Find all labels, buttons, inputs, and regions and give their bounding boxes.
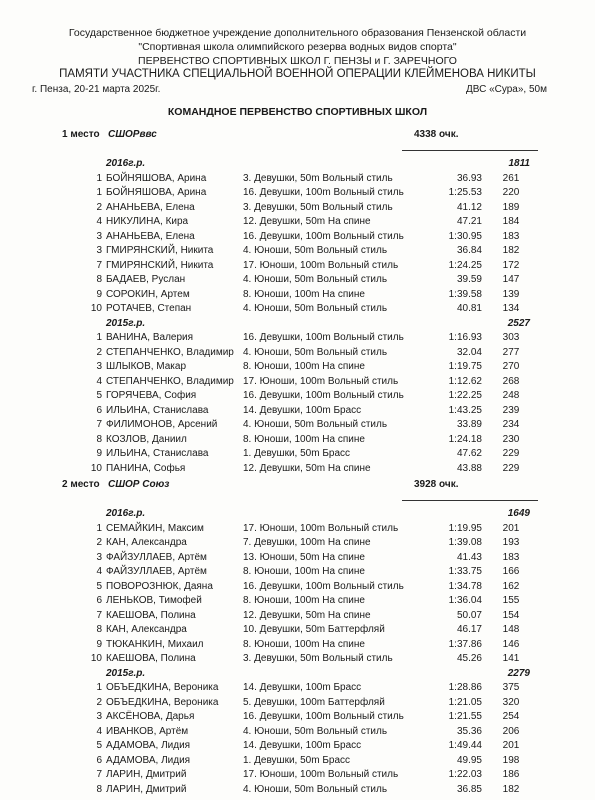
year-points-sum: 2279 bbox=[507, 667, 530, 679]
year-header bbox=[0, 158, 595, 173]
athlete-rank: 8 bbox=[96, 624, 102, 635]
athlete-rank: 1 bbox=[96, 172, 102, 184]
table-row bbox=[0, 537, 595, 552]
result-points: 189 bbox=[502, 201, 520, 213]
result-time: 1:25.53 bbox=[448, 187, 482, 198]
result-points: 270 bbox=[502, 361, 520, 372]
athlete-rank: 2 bbox=[96, 696, 102, 708]
athlete-rank: 6 bbox=[96, 404, 102, 416]
result-points: 183 bbox=[502, 230, 520, 242]
table-row bbox=[0, 376, 595, 391]
athlete-rank: 4 bbox=[96, 566, 102, 577]
athlete-name: СОРОКИН, Артем bbox=[106, 288, 190, 300]
event-name: 5. Девушки, 100m Баттерфляй bbox=[243, 696, 385, 708]
team-name: СШОР Союз bbox=[108, 479, 170, 490]
athlete-name: КАН, Александра bbox=[106, 624, 187, 635]
athlete-rank: 7 bbox=[96, 259, 102, 271]
table-row bbox=[0, 303, 595, 318]
athlete-name: ЛЕНЬКОВ, Тимофей bbox=[106, 595, 202, 606]
event-name: 17. Юноши, 100m Вольный стиль bbox=[243, 769, 399, 780]
result-time: 1:24.25 bbox=[448, 259, 482, 271]
result-time: 1:16.93 bbox=[448, 332, 482, 343]
athlete-rank: 2 bbox=[96, 201, 102, 213]
athlete-rank: 10 bbox=[90, 462, 102, 474]
athlete-rank: 3 bbox=[96, 551, 102, 563]
table-row bbox=[0, 581, 595, 596]
result-points: 162 bbox=[502, 580, 520, 592]
team-total: 3928 очк. bbox=[414, 479, 459, 490]
page-title: КОМАНДНОЕ ПЕРВЕНСТВО СПОРТИВНЫХ ШКОЛ bbox=[167, 106, 428, 118]
athlete-name: КАЕШОВА, Полина bbox=[106, 653, 196, 664]
table-row bbox=[0, 405, 595, 420]
place-date: г. Пенза, 20-21 марта 2025г. bbox=[32, 84, 161, 95]
org-name: Государственное бюджетное учреждение дополнительного образования Пензенской области bbox=[68, 27, 527, 39]
event-name: 8. Юноши, 100m На спине bbox=[243, 638, 365, 650]
table-row bbox=[0, 682, 595, 697]
birth-year: 2016г.р. bbox=[106, 158, 146, 169]
table-row bbox=[0, 726, 595, 741]
result-time: 1:49.44 bbox=[448, 740, 482, 751]
team-place: 1 место bbox=[62, 129, 100, 140]
athlete-name: ГОРЯЧЕВА, София bbox=[106, 390, 197, 401]
table-row bbox=[0, 202, 595, 217]
result-points: 268 bbox=[502, 375, 520, 387]
result-points: 166 bbox=[502, 566, 520, 577]
table-row bbox=[0, 245, 595, 260]
event-name: 8. Юноши, 100m На спине bbox=[243, 361, 365, 372]
year-points-sum: 1649 bbox=[507, 508, 530, 519]
event-name: 7. Девушки, 100m На спине bbox=[243, 537, 371, 548]
event-name: 16. Девушки, 100m Вольный стиль bbox=[243, 390, 404, 401]
result-points: 147 bbox=[502, 274, 520, 285]
result-time: 1:43.25 bbox=[448, 404, 482, 416]
result-points: 229 bbox=[502, 462, 520, 474]
athlete-rank: 7 bbox=[96, 769, 102, 780]
result-time: 1:19.75 bbox=[448, 361, 482, 372]
table-row bbox=[0, 463, 595, 478]
result-time: 1:33.75 bbox=[448, 566, 482, 577]
athlete-name: ПАНИНА, Софья bbox=[106, 462, 186, 474]
athlete-rank: 4 bbox=[96, 725, 102, 737]
result-points: 182 bbox=[502, 245, 520, 256]
result-points: 198 bbox=[502, 754, 520, 766]
separator bbox=[0, 494, 595, 509]
result-time: 46.17 bbox=[456, 624, 482, 635]
athlete-rank: 3 bbox=[96, 245, 102, 256]
athlete-name: АКСЁНОВА, Дарья bbox=[106, 711, 195, 722]
athlete-name: ГМИРЯНСКИЙ, Никита bbox=[106, 245, 214, 256]
result-time: 1:37.86 bbox=[448, 638, 482, 650]
athlete-name: ГМИРЯНСКИЙ, Никита bbox=[106, 259, 214, 271]
result-time: 45.26 bbox=[456, 653, 482, 664]
birth-year: 2016г.р. bbox=[106, 508, 146, 519]
athlete-name: ЛАРИН, Дмитрий bbox=[106, 783, 187, 795]
table-row bbox=[0, 347, 595, 362]
table-row bbox=[0, 697, 595, 712]
event-name: 4. Юноши, 50m Вольный стиль bbox=[243, 245, 388, 256]
athlete-rank: 9 bbox=[96, 448, 102, 459]
result-points: 182 bbox=[502, 783, 520, 795]
result-time: 32.04 bbox=[456, 346, 482, 358]
result-points: 303 bbox=[502, 332, 520, 343]
event-name: 16. Девушки, 100m Вольный стиль bbox=[243, 332, 404, 343]
separator bbox=[0, 144, 595, 159]
event-name: 4. Юноши, 50m Вольный стиль bbox=[243, 274, 388, 285]
table-row bbox=[0, 595, 595, 610]
athlete-name: БОЙНЯШОВА, Арина bbox=[106, 187, 207, 198]
athlete-rank: 5 bbox=[96, 390, 102, 401]
result-time: 43.88 bbox=[456, 462, 482, 474]
result-points: 234 bbox=[502, 419, 520, 430]
athlete-rank: 9 bbox=[96, 288, 102, 300]
athlete-name: ОБЪЕДКИНА, Вероника bbox=[106, 682, 219, 693]
result-time: 35.36 bbox=[456, 725, 482, 737]
event-name: 16. Девушки, 100m Вольный стиль bbox=[243, 580, 404, 592]
athlete-rank: 3 bbox=[96, 230, 102, 242]
event-name: 8. Юноши, 100m На спине bbox=[243, 288, 365, 300]
athlete-rank: 1 bbox=[96, 522, 102, 534]
athlete-rank: 7 bbox=[96, 419, 102, 430]
table-row bbox=[0, 216, 595, 231]
result-points: 277 bbox=[502, 346, 520, 358]
birth-year: 2015г.р. bbox=[106, 317, 146, 329]
school-name: "Спортивная школа олимпийского резерва водных видов спорта" bbox=[138, 41, 457, 53]
athlete-name: АДАМОВА, Лидия bbox=[106, 740, 191, 751]
athlete-rank: 10 bbox=[90, 653, 102, 664]
athlete-name: АНАНЬЕВА, Елена bbox=[106, 201, 195, 213]
table-row bbox=[0, 361, 595, 376]
event-name: 14. Девушки, 100m Брасс bbox=[243, 404, 362, 416]
table-row bbox=[0, 274, 595, 289]
result-points: 229 bbox=[502, 448, 520, 459]
event-name: 4. Юноши, 50m Вольный стиль bbox=[243, 783, 388, 795]
event-name: 17. Юноши, 100m Вольный стиль bbox=[243, 259, 399, 271]
athlete-rank: 8 bbox=[96, 433, 102, 445]
result-time: 41.43 bbox=[456, 551, 482, 563]
team-total: 4338 очк. bbox=[414, 129, 459, 140]
table-row bbox=[0, 653, 595, 668]
athlete-name: ВАНИНА, Валерия bbox=[106, 332, 194, 343]
result-points: 139 bbox=[502, 288, 520, 300]
athlete-name: ПОВОРОЗНЮК, Даяна bbox=[106, 580, 213, 592]
table-row bbox=[0, 289, 595, 304]
team-name: СШОРввс bbox=[108, 129, 157, 140]
result-points: 186 bbox=[502, 769, 520, 780]
result-time: 1:39.58 bbox=[448, 288, 482, 300]
result-points: 220 bbox=[502, 187, 520, 198]
table-row bbox=[0, 419, 595, 434]
result-points: 248 bbox=[502, 390, 520, 401]
result-points: 254 bbox=[502, 711, 520, 722]
athlete-name: КАН, Александра bbox=[106, 537, 187, 548]
event-name: 8. Юноши, 100m На спине bbox=[243, 433, 365, 445]
result-points: 206 bbox=[502, 725, 520, 737]
team-place: 2 место bbox=[62, 479, 100, 490]
result-time: 39.59 bbox=[456, 274, 482, 285]
birth-year: 2015г.р. bbox=[106, 667, 146, 679]
result-points: 154 bbox=[502, 609, 520, 621]
athlete-name: ФАЙЗУЛЛАЕВ, Артём bbox=[106, 551, 207, 563]
table-row bbox=[0, 260, 595, 275]
athlete-name: СТЕПАНЧЕНКО, Владимир bbox=[106, 375, 234, 387]
year-header bbox=[0, 318, 595, 333]
athlete-rank: 10 bbox=[90, 303, 102, 314]
result-time: 1:36.04 bbox=[448, 595, 482, 606]
event-name: 4. Юноши, 50m Вольный стиль bbox=[243, 303, 388, 314]
result-time: 1:22.03 bbox=[448, 769, 482, 780]
event-name: 16. Девушки, 100m Вольный стиль bbox=[243, 230, 404, 242]
event-name: 16. Девушки, 100m Вольный стиль bbox=[243, 711, 404, 722]
table-row bbox=[0, 639, 595, 654]
result-time: 1:22.25 bbox=[448, 390, 482, 401]
table-row bbox=[0, 231, 595, 246]
event-name: 12. Девушки, 50m На спине bbox=[243, 462, 371, 474]
athlete-name: КОЗЛОВ, Даниил bbox=[106, 433, 187, 445]
result-points: 193 bbox=[502, 537, 520, 548]
result-time: 1:21.55 bbox=[448, 711, 482, 722]
athlete-rank: 3 bbox=[96, 361, 102, 372]
result-time: 49.95 bbox=[456, 754, 482, 766]
result-time: 1:24.18 bbox=[448, 433, 482, 445]
table-row bbox=[0, 552, 595, 567]
athlete-name: СТЕПАНЧЕНКО, Владимир bbox=[106, 346, 234, 358]
table-row bbox=[0, 755, 595, 770]
table-row bbox=[0, 187, 595, 202]
table-row bbox=[0, 332, 595, 347]
result-time: 1:30.95 bbox=[448, 230, 482, 242]
memorial-name: ПАМЯТИ УЧАСТНИКА СПЕЦИАЛЬНОЙ ВОЕННОЙ ОПЕРАЦИИ КЛЕЙМЕНОВА НИКИТЫ bbox=[59, 68, 536, 80]
result-time: 36.85 bbox=[456, 783, 482, 795]
athlete-rank: 8 bbox=[96, 783, 102, 795]
result-points: 184 bbox=[502, 216, 520, 227]
result-points: 261 bbox=[502, 172, 520, 184]
event-name: 3. Девушки, 50m Вольный стиль bbox=[243, 653, 393, 664]
result-time: 33.89 bbox=[456, 419, 482, 430]
result-points: 201 bbox=[502, 740, 520, 751]
table-row bbox=[0, 173, 595, 188]
athlete-rank: 9 bbox=[96, 638, 102, 650]
venue: ДВС «Сура», 50м bbox=[465, 84, 547, 95]
result-time: 47.21 bbox=[456, 216, 482, 227]
year-header bbox=[0, 508, 595, 523]
result-time: 1:21.05 bbox=[448, 696, 482, 708]
athlete-rank: 6 bbox=[96, 754, 102, 766]
result-time: 1:19.95 bbox=[448, 522, 482, 534]
table-row bbox=[0, 434, 595, 449]
athlete-name: ШЛЫКОВ, Макар bbox=[106, 361, 187, 372]
athlete-rank: 4 bbox=[96, 375, 102, 387]
divider-line bbox=[402, 500, 538, 501]
athlete-name: КАЕШОВА, Полина bbox=[106, 609, 196, 621]
result-points: 172 bbox=[502, 259, 520, 271]
team-header bbox=[0, 479, 595, 494]
result-points: 239 bbox=[502, 404, 520, 416]
event-name: 17. Юноши, 100m Вольный стиль bbox=[243, 522, 399, 534]
event-name: 14. Девушки, 100m Брасс bbox=[243, 740, 362, 751]
table-row bbox=[0, 610, 595, 625]
table-row bbox=[0, 624, 595, 639]
result-time: 50.07 bbox=[456, 609, 482, 621]
table-row bbox=[0, 740, 595, 755]
result-points: 201 bbox=[502, 522, 520, 534]
event-name: 1. Девушки, 50m Брасс bbox=[243, 754, 351, 766]
result-time: 1:12.62 bbox=[448, 375, 482, 387]
athlete-rank: 1 bbox=[96, 332, 102, 343]
event-name: 13. Юноши, 50m На спине bbox=[243, 551, 365, 563]
athlete-name: АНАНЬЕВА, Елена bbox=[106, 230, 195, 242]
athlete-rank: 5 bbox=[96, 580, 102, 592]
divider-line bbox=[402, 150, 538, 151]
event-name: 16. Девушки, 100m Вольный стиль bbox=[243, 187, 404, 198]
table-row bbox=[0, 390, 595, 405]
table-row bbox=[0, 448, 595, 463]
result-points: 375 bbox=[502, 682, 520, 693]
result-points: 148 bbox=[502, 624, 520, 635]
result-time: 36.84 bbox=[456, 245, 482, 256]
athlete-rank: 2 bbox=[96, 346, 102, 358]
athlete-name: ФАЙЗУЛЛАЕВ, Артём bbox=[106, 566, 207, 577]
athlete-name: ИВАНКОВ, Артём bbox=[106, 725, 189, 737]
event-name: 1. Девушки, 50m Брасс bbox=[243, 448, 351, 459]
athlete-name: БОЙНЯШОВА, Арина bbox=[106, 172, 207, 184]
result-time: 36.93 bbox=[456, 172, 482, 184]
athlete-name: СЕМАЙКИН, Максим bbox=[106, 522, 204, 534]
result-time: 1:28.86 bbox=[448, 682, 482, 693]
event-name: 8. Юноши, 100m На спине bbox=[243, 595, 365, 606]
event-name: 12. Девушки, 50m На спине bbox=[243, 216, 371, 227]
table-row bbox=[0, 784, 595, 799]
athlete-rank: 7 bbox=[96, 609, 102, 621]
table-row bbox=[0, 566, 595, 581]
table-row bbox=[0, 769, 595, 784]
result-points: 155 bbox=[502, 595, 520, 606]
result-points: 230 bbox=[502, 433, 520, 445]
result-time: 41.12 bbox=[456, 201, 482, 213]
event-name: 4. Юноши, 50m Вольный стиль bbox=[243, 419, 388, 430]
result-time: 1:39.08 bbox=[448, 537, 482, 548]
result-points: 141 bbox=[502, 653, 520, 664]
athlete-rank: 1 bbox=[96, 187, 102, 198]
athlete-name: ЛАРИН, Дмитрий bbox=[106, 769, 187, 780]
athlete-name: РОТАЧЕВ, Степан bbox=[106, 303, 192, 314]
event-name: 3. Девушки, 50m Вольный стиль bbox=[243, 172, 393, 184]
event-name: 3. Девушки, 50m Вольный стиль bbox=[243, 201, 393, 213]
result-time: 47.62 bbox=[456, 448, 482, 459]
athlete-rank: 8 bbox=[96, 274, 102, 285]
athlete-rank: 3 bbox=[96, 711, 102, 722]
athlete-name: БАДАЕВ, Руслан bbox=[106, 274, 186, 285]
year-points-sum: 1811 bbox=[508, 158, 530, 169]
athlete-rank: 2 bbox=[96, 537, 102, 548]
year-points-sum: 2527 bbox=[507, 317, 530, 329]
event-name: 14. Девушки, 100m Брасс bbox=[243, 682, 362, 693]
event-name: 4. Юноши, 50m Вольный стиль bbox=[243, 725, 388, 737]
table-row bbox=[0, 523, 595, 538]
athlete-name: ТЮКАНКИН, Михаил bbox=[106, 638, 204, 650]
table-row bbox=[0, 711, 595, 726]
result-time: 1:34.78 bbox=[448, 580, 482, 592]
result-points: 183 bbox=[502, 551, 520, 563]
year-header bbox=[0, 668, 595, 683]
result-time: 40.81 bbox=[456, 303, 482, 314]
athlete-name: НИКУЛИНА, Кира bbox=[106, 216, 189, 227]
event-name: 17. Юноши, 100m Вольный стиль bbox=[243, 375, 399, 387]
athlete-name: ИЛЬИНА, Станислава bbox=[106, 448, 209, 459]
result-points: 146 bbox=[502, 638, 520, 650]
athlete-rank: 4 bbox=[96, 216, 102, 227]
athlete-rank: 5 bbox=[96, 740, 102, 751]
event-name: 4. Юноши, 50m Вольный стиль bbox=[243, 346, 388, 358]
competition-name: ПЕРВЕНСТВО СПОРТИВНЫХ ШКОЛ Г. ПЕНЗЫ и Г. ЗАРЕЧНОГО bbox=[138, 55, 457, 67]
result-points: 320 bbox=[502, 696, 520, 708]
athlete-name: ФИЛИМОНОВ, Арсений bbox=[106, 419, 218, 430]
athlete-name: АДАМОВА, Лидия bbox=[106, 754, 191, 766]
team-header bbox=[0, 129, 595, 144]
athlete-name: ИЛЬИНА, Станислава bbox=[106, 404, 209, 416]
result-points: 134 bbox=[502, 303, 520, 314]
athlete-name: ОБЪЕДКИНА, Вероника bbox=[106, 696, 219, 708]
athlete-rank: 1 bbox=[96, 682, 102, 693]
event-name: 8. Юноши, 100m На спине bbox=[243, 566, 365, 577]
event-name: 10. Девушки, 50m Баттерфляй bbox=[243, 624, 385, 635]
athlete-rank: 6 bbox=[96, 595, 102, 606]
event-name: 12. Девушки, 50m На спине bbox=[243, 609, 371, 621]
